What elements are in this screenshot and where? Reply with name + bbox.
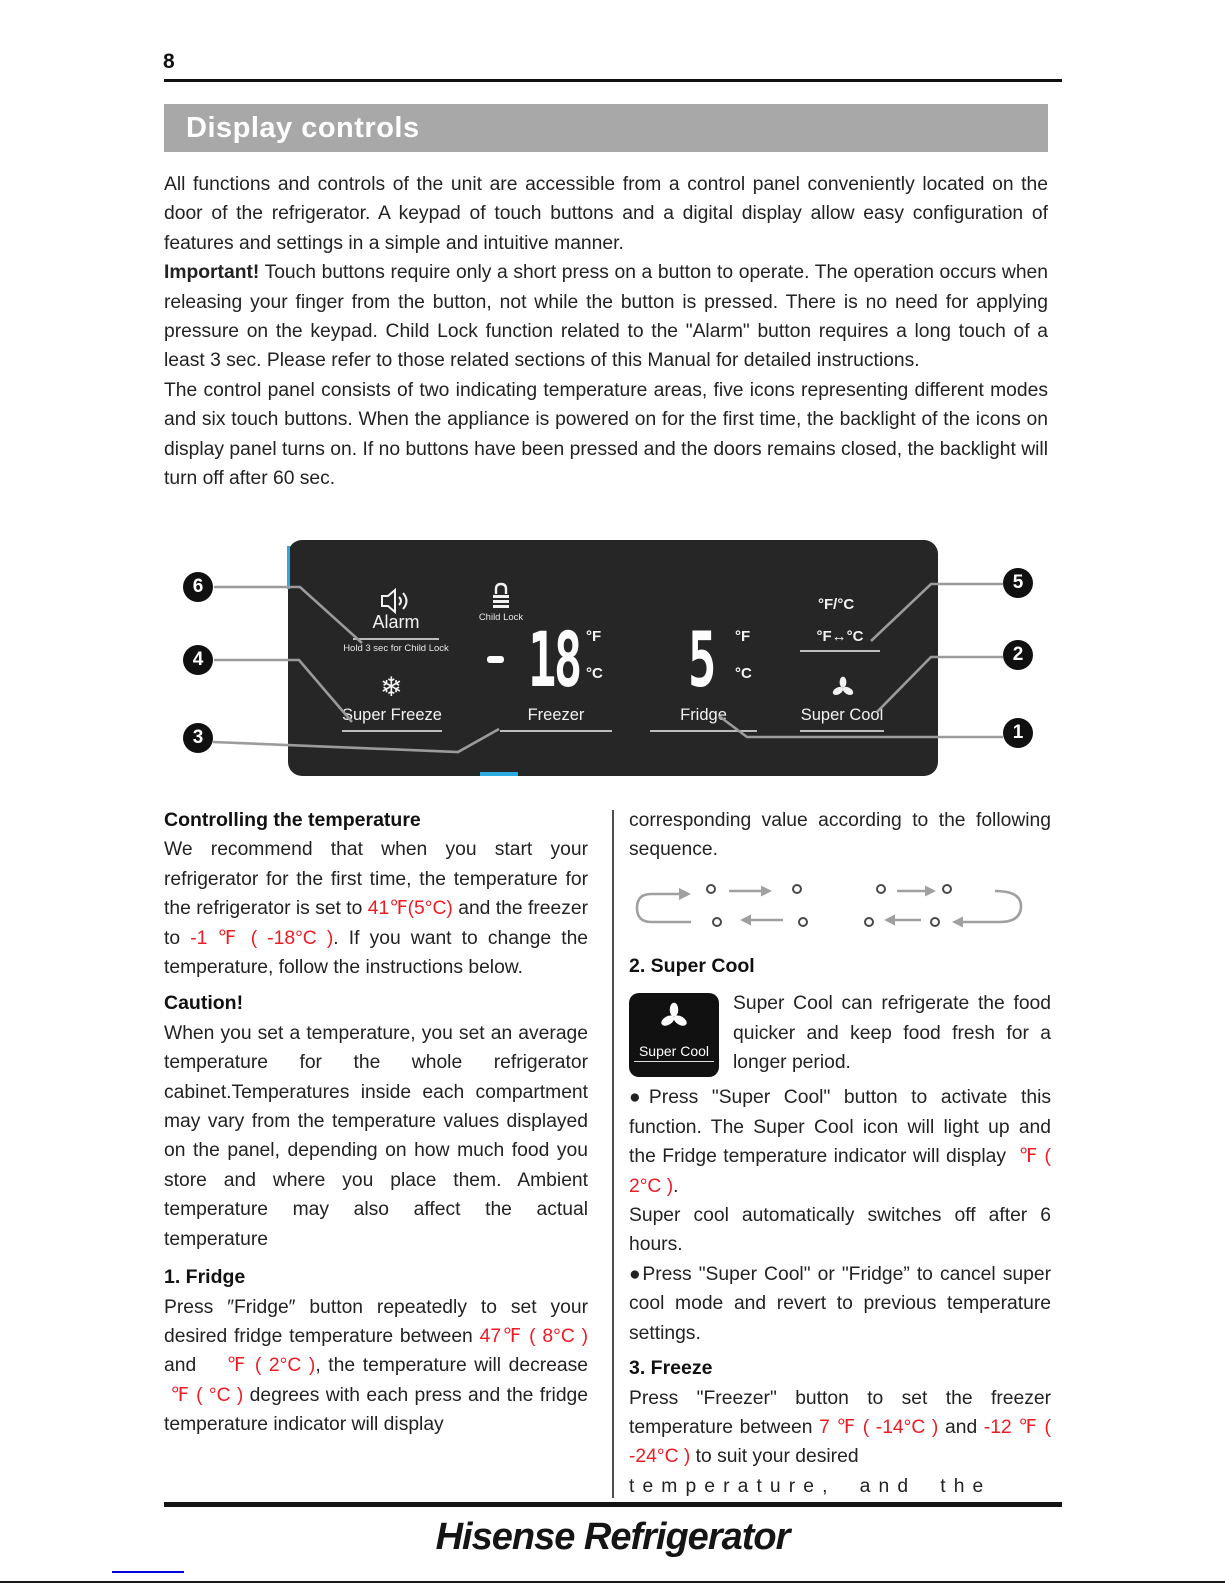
freeze-last-line: temperature, and the xyxy=(629,1475,992,1497)
freeze-paragraph: Press "Freezer" button to set the freezer temperature between 7 ℉ ( -14°C ) and -12 ℉ ( -24°C ) to suit your desired temperature, and the xyxy=(629,1384,1051,1502)
fridge-paragraph: Press ″Fridge″ button repeatedly to set your desired fridge temperature between 47℉ ( 8°C ) and ℉ ( 2°C ), the temperature will decrease ℉ ( °C ) degrees with each press and the fridge temperature indicator will display xyxy=(164,1296,588,1436)
temperature-sequence-arrows xyxy=(629,875,1029,937)
fridge-button: Fridge xyxy=(650,706,757,732)
fan-icon xyxy=(659,1002,689,1032)
auto-off-paragraph: Super cool automatically switches off after 6 hours. xyxy=(629,1205,1051,1256)
red-temp-minus1f: -1 ℉ ( -18°C ) xyxy=(190,927,334,949)
header-rule xyxy=(164,79,1062,82)
red-temp-minus12f: -12 ℉ ( -24°C ) xyxy=(629,1416,1051,1468)
caution-paragraph: When you set a temperature, you set an average temperature for the whole refrigerator cabinet.Temperatures inside each compartment may vary from the temperature values displayed on the panel, depending on how much food you store and where you place them. Ambient temperature may also affect the actual temperature xyxy=(164,1022,588,1250)
link-underline-artifact xyxy=(112,1571,184,1573)
unit-display-label: °F/°C xyxy=(818,596,855,613)
right-column xyxy=(629,806,1051,1501)
red-temp-41f: 41℉(5°C) xyxy=(367,898,453,920)
red-temp-7f: 7 ℉ ( -14°C ) xyxy=(819,1416,939,1438)
important-label: Important! xyxy=(164,262,260,284)
callout-6: 6 xyxy=(183,572,213,602)
left-column xyxy=(164,806,588,1440)
child-lock-label: Child Lock xyxy=(478,612,524,623)
fridge-deg-c: °C xyxy=(735,665,752,682)
caution-heading: Caution! xyxy=(164,992,244,1015)
freeze-heading: 3. Freeze xyxy=(629,1357,713,1380)
red-temp-47f: 47℉ ( 8°C ) xyxy=(479,1325,588,1347)
intro-paragraph-1: All functions and controls of the unit are accessible from a control panel conveniently located on the door of the refrigerator. A keypad of touch buttons and a digital display allow easy configuration of features and settings in a simple and intuitive manner. xyxy=(164,174,1048,254)
fridge-deg-f: °F xyxy=(735,628,751,645)
fridge-heading: 1. Fridge xyxy=(164,1266,246,1289)
control-panel-figure xyxy=(0,530,1225,790)
callout-3: 3 xyxy=(183,723,213,753)
alarm-sublabel: Hold 3 sec for Child Lock xyxy=(343,643,449,654)
unit-switch-button: °F↔°C xyxy=(796,628,884,652)
section-title-bar xyxy=(164,104,1048,152)
recommend-paragraph: We recommend that when you start your refrigerator for the first time, the temperature for the refrigerator is set to 41℉(5°C) and the freezer to -1 ℉ ( -18°C ). If you want to change the temperature, follow the instructions below. xyxy=(164,839,589,979)
freezer-deg-f: °F xyxy=(586,628,602,645)
super-cool-button: Super Cool xyxy=(800,706,884,732)
page-bottom-edge xyxy=(0,1581,1225,1583)
callout-5: 5 xyxy=(1003,568,1033,598)
callout-1: 1 xyxy=(1003,718,1033,748)
super-cool-badge xyxy=(629,993,719,1077)
red-temp-supercool: ℉ ( 2°C ) xyxy=(629,1146,1051,1197)
super-freeze-button: Super Freeze xyxy=(342,706,442,732)
super-cool-bullet-2: ●Press "Super Cool" or "Fridge” to cancel super cool mode and revert to previous temperature settings. xyxy=(629,1263,1051,1344)
column-divider xyxy=(612,810,614,1498)
intro-paragraph-3: The control panel consists of two indicating temperature areas, five icons representing different modes and six touch buttons. When the appliance is powered on for the first time, the backlight of the icons on display panel turns on. If no buttons have been pressed and the doors remains closed, the backlight will turn off after 60 sec. xyxy=(164,379,1048,490)
page-title: Display controls xyxy=(186,112,420,144)
snowflake-icon: ❄ xyxy=(380,672,403,702)
fridge-temp-value: 5 xyxy=(688,615,714,704)
controlling-heading: Controlling the temperature xyxy=(164,809,421,831)
footer-rule xyxy=(164,1502,1062,1507)
freezer-deg-c: °C xyxy=(586,665,603,682)
freezer-button: Freezer xyxy=(500,706,612,732)
callout-4: 4 xyxy=(183,645,213,675)
intro-text xyxy=(164,170,1048,493)
intro-paragraph-2: Important! Touch buttons require only a short press on a button to operate. The operation occurs when releasing your finger from the button, not while the button is pressed. There is no need for applying pressure on the keypad. Child Lock function related to the "Alarm" button requires a long touch of a least 3 sec. Please refer to those related sections of this Manual for detailed instructions. xyxy=(164,262,1048,372)
super-cool-heading: 2. Super Cool xyxy=(629,954,755,977)
sequence-intro-paragraph: corresponding value according to the following sequence. xyxy=(629,810,1051,861)
freezer-temp-value: 18 xyxy=(528,615,580,704)
brand-footer: Hisense Refrigerator xyxy=(435,1516,790,1558)
callout-2: 2 xyxy=(1003,640,1033,670)
super-cool-description: Super Cool can refrigerate the food quicker and keep food fresh for a longer period. xyxy=(733,993,1051,1074)
red-temp-2c: ℉ ( 2°C ) xyxy=(226,1355,316,1377)
page-number: 8 xyxy=(163,50,175,73)
super-cool-block xyxy=(629,989,1051,1077)
badge-label: Super Cool xyxy=(634,1043,714,1062)
super-cool-bullet-1: ●Press "Super Cool" button to activate this function. The Super Cool icon will light up and the Fridge temperature indicator will display ℉ ( 2°C ). xyxy=(629,1087,1051,1197)
red-temp-step: ℉ ( °C ) xyxy=(170,1384,244,1406)
alarm-label: Alarm xyxy=(353,612,439,640)
